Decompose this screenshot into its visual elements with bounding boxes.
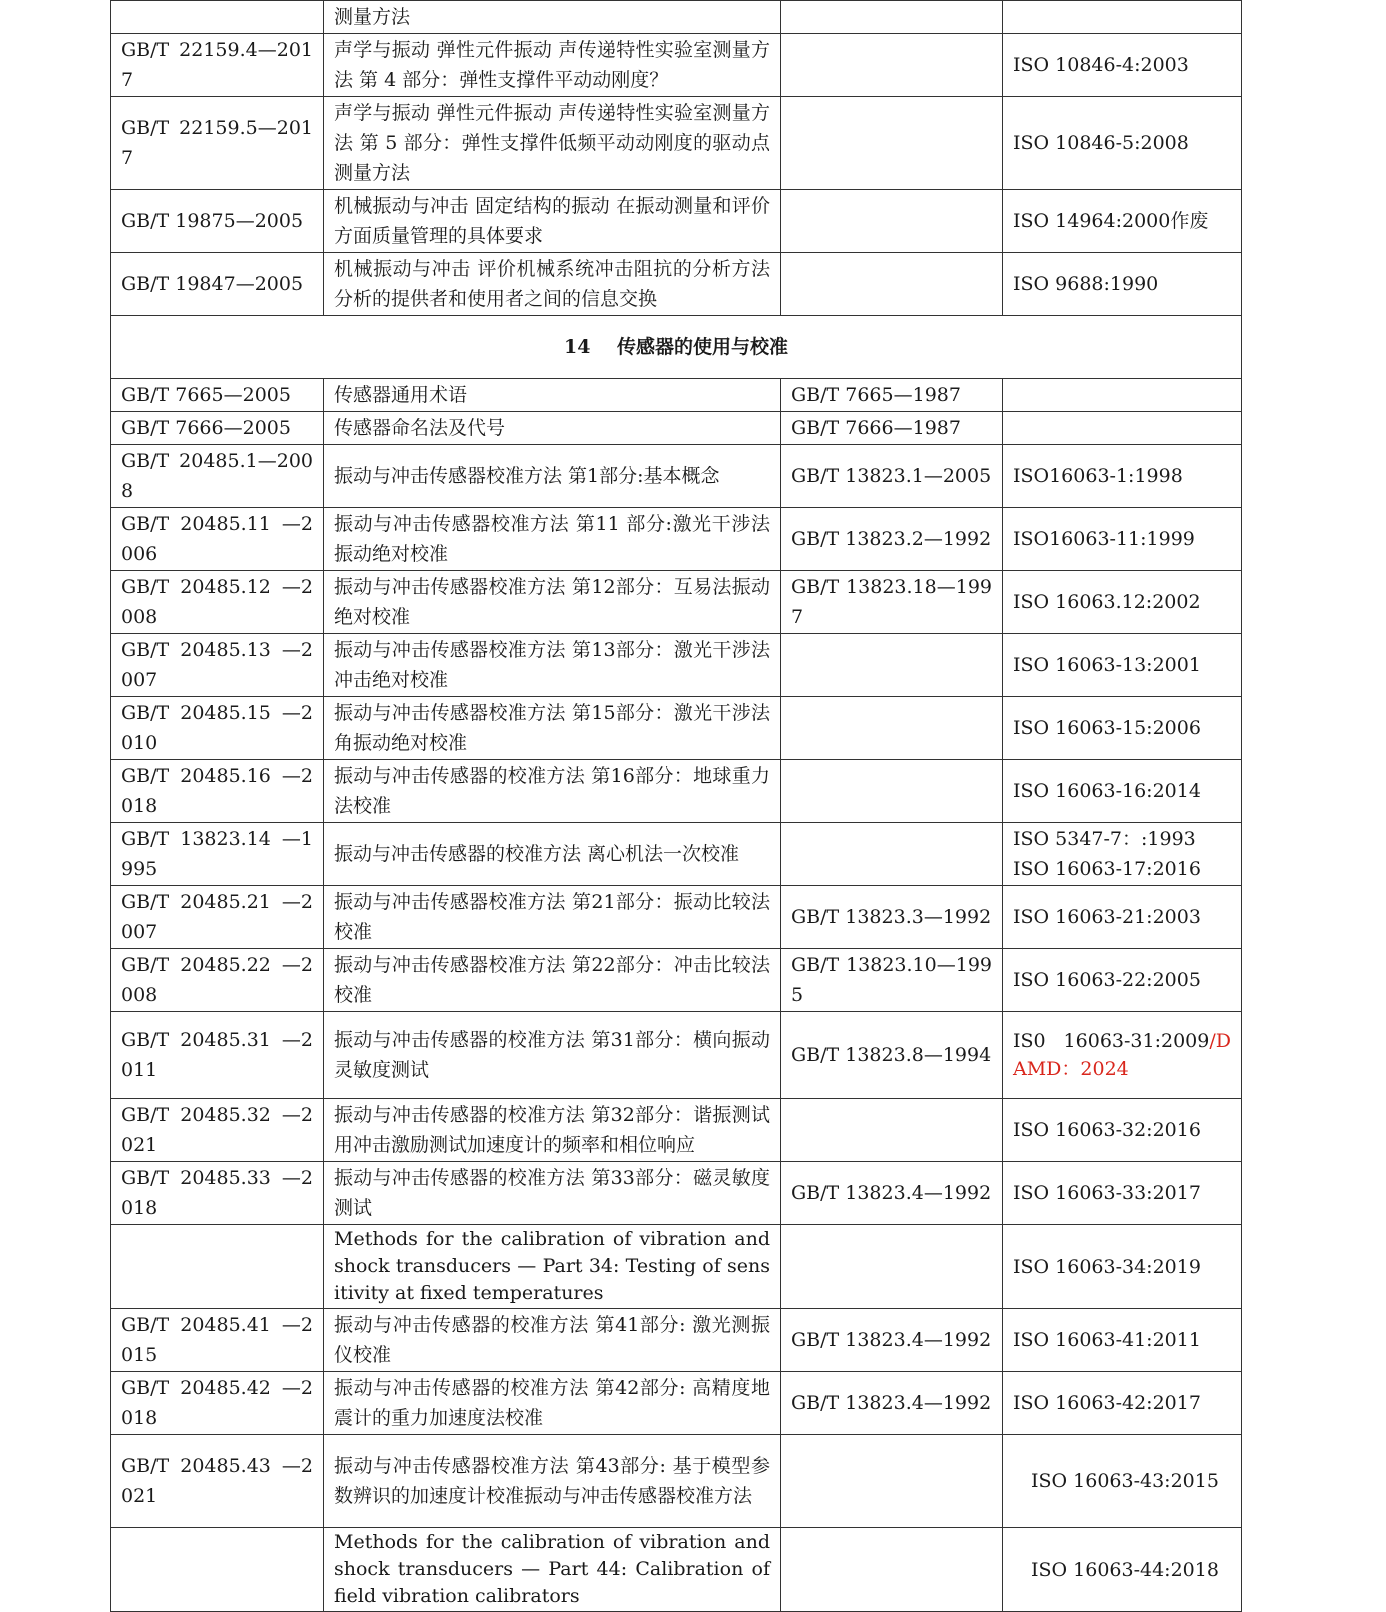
standard-code: GB/T 20485.42 —2018 (111, 1372, 324, 1435)
table-row (111, 1, 1242, 34)
table-row (111, 412, 1242, 445)
replaced-standard (781, 253, 1003, 316)
iso-reference (1003, 1, 1242, 34)
standard-title: 振动与冲击传感器校准方法 第43部分: 基于模型参数辨识的加速度计校准振动与冲击传感器校准方法 (324, 1435, 781, 1528)
iso-reference: ISO 9688:1990 (1003, 253, 1242, 316)
table-row (111, 1435, 1242, 1528)
replaced-standard: GB/T 13823.3—1992 (781, 886, 1003, 949)
table-row (111, 1099, 1242, 1162)
replaced-standard (781, 34, 1003, 97)
standard-title: 振动与冲击传感器校准方法 第21部分：振动比较法校准 (324, 886, 781, 949)
standard-title: 振动与冲击传感器校准方法 第13部分：激光干涉法冲击绝对校准 (324, 634, 781, 697)
replaced-standard (781, 634, 1003, 697)
replaced-standard (781, 760, 1003, 823)
standard-code: GB/T 20485.13 —2007 (111, 634, 324, 697)
table-row (111, 379, 1242, 412)
table-row (111, 253, 1242, 316)
iso-reference: ISO 10846-4:2003 (1003, 34, 1242, 97)
iso-reference: ISO 16063-42:2017 (1003, 1372, 1242, 1435)
replaced-standard (781, 1435, 1003, 1528)
table-row (111, 634, 1242, 697)
iso-reference: ISO 10846-5:2008 (1003, 97, 1242, 190)
replaced-standard: GB/T 13823.10—1995 (781, 949, 1003, 1012)
standard-code (111, 1528, 324, 1612)
standard-code: GB/T 7665—2005 (111, 379, 324, 412)
standard-code: GB/T 19847—2005 (111, 253, 324, 316)
standard-code: GB/T 20485.12 —2008 (111, 571, 324, 634)
replaced-standard: GB/T 13823.2—1992 (781, 508, 1003, 571)
standard-title: Methods for the calibration of vibration and shock transducers — Part 44: Calibration of field vibration calibrators (324, 1528, 781, 1612)
iso-reference: ISO 16063-43:2015 (1003, 1435, 1242, 1528)
section-heading (111, 316, 1242, 379)
table-row (111, 697, 1242, 760)
table-row (111, 445, 1242, 508)
standard-title: 振动与冲击传感器的校准方法 第42部分: 高精度地震计的重力加速度法校准 (324, 1372, 781, 1435)
table-row (111, 508, 1242, 571)
table-row (111, 1162, 1242, 1225)
table-row (111, 886, 1242, 949)
table-row (111, 571, 1242, 634)
table-row (111, 97, 1242, 190)
replaced-standard (781, 190, 1003, 253)
replaced-standard: GB/T 13823.1—2005 (781, 445, 1003, 508)
standard-title: 机械振动与冲击 固定结构的振动 在振动测量和评价方面质量管理的具体要求 (324, 190, 781, 253)
table-row (111, 760, 1242, 823)
iso-reference: ISO 16063-13:2001 (1003, 634, 1242, 697)
standard-code (111, 1, 324, 34)
replaced-standard (781, 697, 1003, 760)
section-number: 14 (564, 336, 591, 358)
iso-reference: ISO16063-11:1999 (1003, 508, 1242, 571)
standards-table (110, 0, 1242, 1612)
standard-code: GB/T 20485.31 —2011 (111, 1012, 324, 1099)
replaced-standard: GB/T 7665—1987 (781, 379, 1003, 412)
iso-amendment-text: /DAMD：2024 (1013, 1030, 1231, 1080)
standard-title: 振动与冲击传感器的校准方法 第16部分：地球重力法校准 (324, 760, 781, 823)
replaced-standard (781, 1099, 1003, 1162)
iso-reference: ISO 16063-16:2014 (1003, 760, 1242, 823)
standard-title: Methods for the calibration of vibration and shock transducers — Part 34: Testing of sensitivity at fixed temperatures (324, 1225, 781, 1309)
iso-reference: ISO 14964:2000作废 (1003, 190, 1242, 253)
table-row (111, 34, 1242, 97)
standard-code (111, 1225, 324, 1309)
standard-title: 振动与冲击传感器校准方法 第12部分：互易法振动绝对校准 (324, 571, 781, 634)
table-row (111, 1225, 1242, 1309)
replaced-standard: GB/T 13823.4—1992 (781, 1372, 1003, 1435)
standard-code: GB/T 20485.22 —2008 (111, 949, 324, 1012)
standard-title: 振动与冲击传感器校准方法 第15部分：激光干涉法角振动绝对校准 (324, 697, 781, 760)
standard-code: GB/T 13823.14 —1995 (111, 823, 324, 886)
replaced-standard (781, 97, 1003, 190)
standard-title: 振动与冲击传感器校准方法 第22部分：冲击比较法校准 (324, 949, 781, 1012)
standard-title: 振动与冲击传感器校准方法 第1部分:基本概念 (324, 445, 781, 508)
table-row (111, 1372, 1242, 1435)
standard-code: GB/T 20485.33 —2018 (111, 1162, 324, 1225)
iso-reference: ISO 16063-32:2016 (1003, 1099, 1242, 1162)
iso-reference (1003, 379, 1242, 412)
standard-code: GB/T 20485.41 —2015 (111, 1309, 324, 1372)
replaced-standard: GB/T 13823.4—1992 (781, 1162, 1003, 1225)
standard-code: GB/T 22159.4—2017 (111, 34, 324, 97)
table-row (111, 1309, 1242, 1372)
standard-code: GB/T 20485.11 —2006 (111, 508, 324, 571)
standard-title: 传感器通用术语 (324, 379, 781, 412)
standard-title: 振动与冲击传感器的校准方法 第32部分：谐振测试 用冲击激励测试加速度计的频率和相位响应 (324, 1099, 781, 1162)
iso-reference: ISO 16063-22:2005 (1003, 949, 1242, 1012)
iso-reference (1003, 823, 1242, 886)
standard-code: GB/T 20485.43 —2021 (111, 1435, 324, 1528)
iso-reference: ISO16063-1:1998 (1003, 445, 1242, 508)
standard-code: GB/T 19875—2005 (111, 190, 324, 253)
iso-reference: ISO 16063-44:2018 (1003, 1528, 1242, 1612)
iso-reference: ISO 16063-21:2003 (1003, 886, 1242, 949)
replaced-standard (781, 1225, 1003, 1309)
replaced-standard (781, 1528, 1003, 1612)
iso-reference (1003, 1012, 1242, 1099)
standard-title: 机械振动与冲击 评价机械系统冲击阻抗的分析方法 分析的提供者和使用者之间的信息交换 (324, 253, 781, 316)
replaced-standard (781, 1, 1003, 34)
standard-code: GB/T 20485.21 —2007 (111, 886, 324, 949)
iso-reference: ISO 16063-33:2017 (1003, 1162, 1242, 1225)
standard-title: 声学与振动 弹性元件振动 声传递特性实验室测量方法 第 5 部分：弹性支撑件低频平动动刚度的驱动点测量方法 (324, 97, 781, 190)
table-row (111, 1012, 1242, 1099)
iso-reference-line: ISO 5347-7：:1993 (1013, 828, 1196, 850)
standard-title: 传感器命名法及代号 (324, 412, 781, 445)
replaced-standard: GB/T 13823.18—1997 (781, 571, 1003, 634)
standard-code: GB/T 7666—2005 (111, 412, 324, 445)
standard-title: 振动与冲击传感器的校准方法 第33部分：磁灵敏度测试 (324, 1162, 781, 1225)
replaced-standard: GB/T 13823.8—1994 (781, 1012, 1003, 1099)
standard-title: 振动与冲击传感器的校准方法 离心机法一次校准 (324, 823, 781, 886)
replaced-standard (781, 823, 1003, 886)
section-heading-row (111, 316, 1242, 379)
section-title: 传感器的使用与校准 (616, 336, 788, 358)
standard-title: 测量方法 (324, 1, 781, 34)
table-row (111, 1528, 1242, 1612)
replaced-standard: GB/T 13823.4—1992 (781, 1309, 1003, 1372)
iso-reference: ISO 16063-34:2019 (1003, 1225, 1242, 1309)
iso-reference-text: IS0 16063-31:2009 (1013, 1030, 1210, 1052)
standard-code: GB/T 20485.1—2008 (111, 445, 324, 508)
standard-code: GB/T 20485.32 —2021 (111, 1099, 324, 1162)
iso-reference-line: ISO 16063-17:2016 (1013, 858, 1201, 880)
standard-title: 振动与冲击传感器的校准方法 第41部分: 激光测振仪校准 (324, 1309, 781, 1372)
standard-code: GB/T 20485.16 —2018 (111, 760, 324, 823)
iso-reference: ISO 16063.12:2002 (1003, 571, 1242, 634)
standard-title: 振动与冲击传感器校准方法 第11 部分:激光干涉法振动绝对校准 (324, 508, 781, 571)
iso-reference: ISO 16063-15:2006 (1003, 697, 1242, 760)
table-row (111, 949, 1242, 1012)
iso-reference (1003, 412, 1242, 445)
table-row (111, 823, 1242, 886)
table-row (111, 190, 1242, 253)
replaced-standard: GB/T 7666—1987 (781, 412, 1003, 445)
standard-code: GB/T 20485.15 —2010 (111, 697, 324, 760)
standard-title: 振动与冲击传感器的校准方法 第31部分：横向振动灵敏度测试 (324, 1012, 781, 1099)
standard-code: GB/T 22159.5—2017 (111, 97, 324, 190)
standard-title: 声学与振动 弹性元件振动 声传递特性实验室测量方法 第 4 部分：弹性支撑件平动动刚度？ (324, 34, 781, 97)
iso-reference: ISO 16063-41:2011 (1003, 1309, 1242, 1372)
